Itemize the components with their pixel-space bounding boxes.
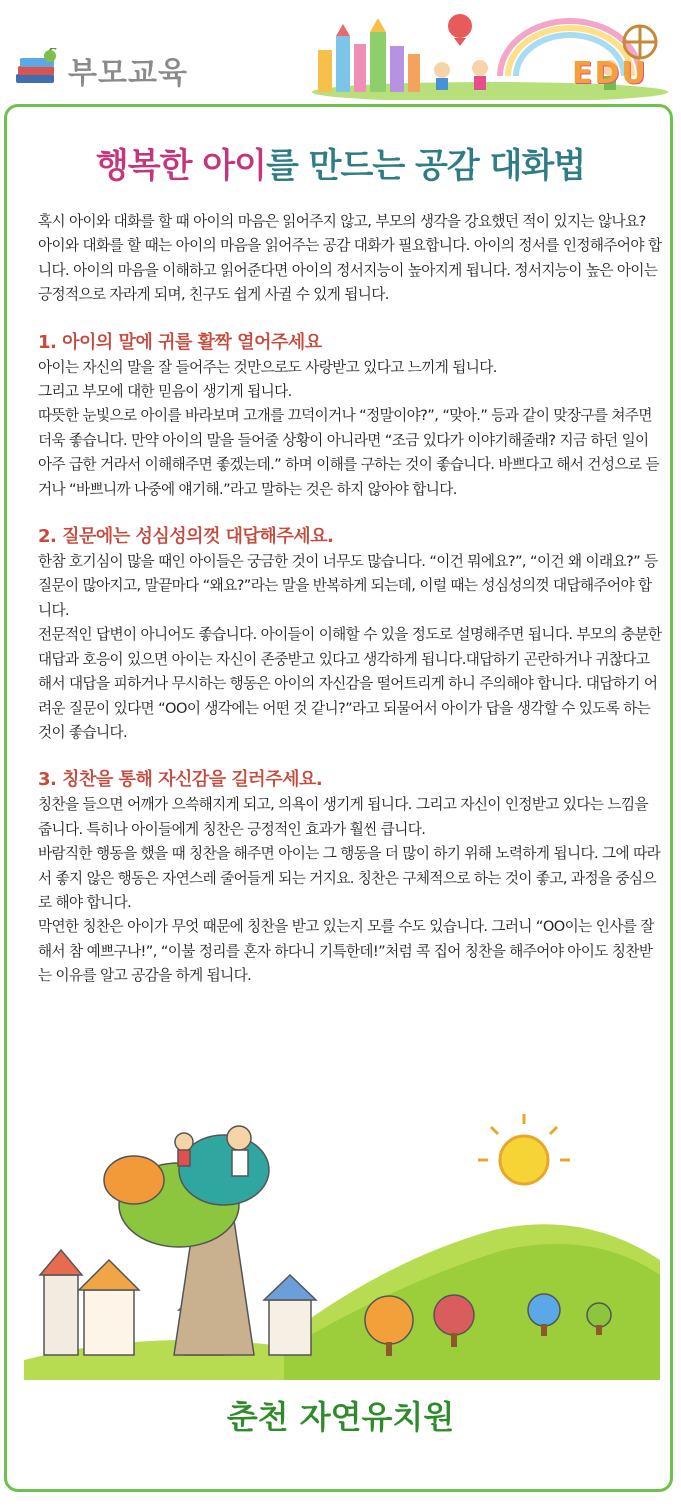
section-2-paragraph: 한참 호기심이 많을 때인 아이들은 궁금한 것이 너무도 많습니다. “이건 뭐에요?”, “이건 왜 이래요?” 등 질문이 많아지고, 말끝마다 “왜요?”라는 말을 반복하게 되는데, 이럴 때는 성심성의껏 대답해주어야 합니다.: [38, 553, 658, 619]
title-rest: 를 만드는 공감 대화법: [265, 146, 586, 186]
section-2-paragraph: 전문적인 답변이 아니어도 좋습니다. 아이들이 이해할 수 있을 정도로 설명해주면 됩니다. 부모의 충분한 대답과 호응이 있으면 아이는 자신이 존중받고 있다고 생각하게 됩니다.대답하기 곤란하거나 귀찮다고 해서 대답을 피하거나 무시하는 행동은 아이의 자신감을 떨어트리게 하니 주의해야 합니다. 대답하기 어려운 질문이 있다면 “OO이 생각에는 어떤 것 같니?”라고 되물어서 아이가 답을 생각할 수 있도록 하는 것이 좋습니다.: [38, 626, 662, 741]
section-3-paragraph: 막연한 칭찬은 아이가 무엇 때문에 칭찬을 받고 있는지 모를 수도 있습니다. 그러니 “OO이는 인사를 잘해서 참 예쁘구나!”, “이불 정리를 혼자 하다니 기특한데!”처럼 콕 집어 칭찬을 해주어야 아이도 칭찬받는 이유를 알고 공감을 하게 됩니다.: [38, 918, 654, 985]
section-heading-1: 1. 아이의 말에 귀를 활짝 열어주세요: [38, 331, 322, 353]
page-title: [0, 138, 681, 187]
section-3-paragraph: 바람직한 행동을 했을 때 칭찬을 해주면 아이는 그 행동을 더 많이 하기 위해 노력하게 됩니다. 그에 따라서 좋지 않은 행동은 자연스레 줄어들게 되는 거지요. 칭찬은 구체적으로 하는 것이 좋고, 과정을 중심으로 해야 합니다.: [38, 845, 661, 911]
edu-banner-illustration: [310, 6, 670, 100]
edu-letters: EDU: [572, 56, 648, 91]
section-1-paragraph: 아이는 자신의 말을 잘 들어주는 것만으로도 사랑받고 있다고 느끼게 됩니다.: [38, 358, 497, 376]
section-1-paragraph: 그리고 부모에 대한 믿음이 생기게 됩니다.: [38, 383, 292, 401]
article-body: [38, 210, 663, 989]
intro-paragraph: 혹시 아이와 대화를 할 때 아이의 마음은 읽어주지 않고, 부모의 생각을 강요했던 적이 있지는 않나요? 아이와 대화를 할 때는 아이의 마음을 읽어주는 공감 대화가 필요합니다. 아이의 정서를 인정해주어야 합니다. 아이의 마음을 이해하고 읽어준다면 아이의 정서지능이 높아지게 됩니다. 정서지능이 높은 아이는 긍정적으로 자라게 되며, 친구도 쉽게 사귈 수 있게 됩니다.: [38, 213, 662, 304]
section-heading-3: 3. 칭찬을 통해 자신감을 길러주세요.: [38, 769, 323, 791]
title-highlight: 행복한 아이: [95, 146, 266, 186]
village-illustration: [24, 1110, 660, 1380]
logo-title: 부모교육: [68, 56, 188, 91]
section-1-paragraph: 따뜻한 눈빛으로 아이를 바라보며 고개를 끄덕이거나 “정말이야?”, “맞아.” 등과 같이 맞장구를 쳐주면 더욱 좋습니다. 만약 아이의 말을 들어줄 상황이 아니라면 “조금 있다가 이야기해줄래? 지금 하던 일이 아주 급한 거라서 이해해주면 좋겠는데.” 하며 이해를 구하는 것이 좋습니다. 바쁘다고 해서 건성으로 듣거나 “바쁘니까 나중에 얘기해.”라고 말하는 것은 하지 않아야 합니다.: [38, 407, 659, 498]
section-heading-2: 2. 질문에는 성심성의껏 대답해주세요.: [38, 526, 334, 548]
header: [0, 0, 681, 104]
logo: [14, 48, 188, 92]
section-3-paragraph: 칭찬을 들으면 어깨가 으쓱해지게 되고, 의욕이 생기게 됩니다. 그리고 자신이 인정받고 있다는 느낌을 줍니다. 특히나 아이들에게 칭찬은 긍정적인 효과가 훨씬 큽니다.: [38, 796, 648, 838]
kindergarten-name: 춘천 자연유치원: [226, 1398, 455, 1436]
books-icon: [14, 48, 60, 92]
